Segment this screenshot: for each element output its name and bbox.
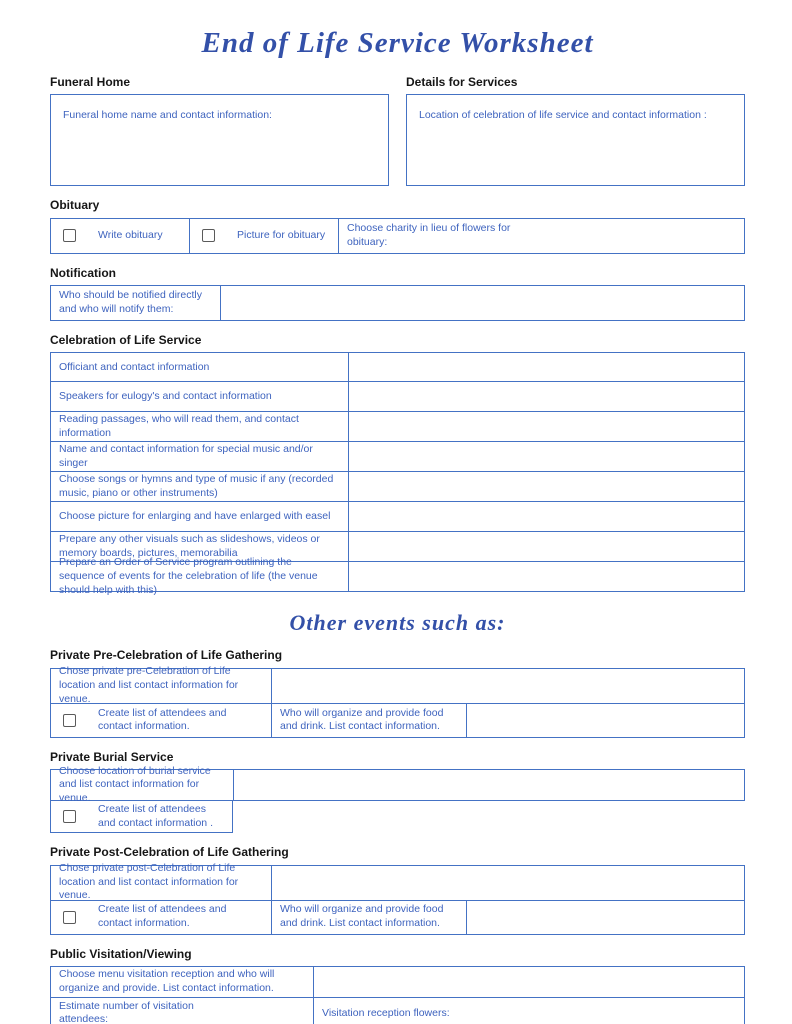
pre-location-label-cell xyxy=(51,665,272,705)
post-food-label: Who will organize and provide food and drink. List contact information. xyxy=(280,903,444,930)
post-location-label: Chose private post-Celebration of Life location and list contact information for venue. xyxy=(59,862,239,902)
visitation-menu-label-cell xyxy=(51,967,314,997)
celebration-row-field[interactable] xyxy=(349,472,744,501)
table-row xyxy=(50,556,745,596)
celebration-row-field[interactable] xyxy=(349,502,744,531)
celebration-row-label-cell xyxy=(51,472,349,501)
visitation-attendees-cell xyxy=(51,998,314,1024)
service-location-label: Location of celebration of life service and contact information : xyxy=(419,109,707,122)
post-gathering-location-row xyxy=(50,862,745,902)
celebration-row-field[interactable] xyxy=(349,412,744,441)
obituary-header: Obituary xyxy=(50,198,100,213)
celebration-row-field[interactable] xyxy=(349,353,744,381)
other-events-heading: Other events such as: xyxy=(289,610,506,636)
post-attendees-cell xyxy=(51,901,272,934)
picture-obituary-cell xyxy=(190,219,339,253)
post-location-field[interactable] xyxy=(272,866,744,900)
post-attendees-label: Create list of attendees and contact information. xyxy=(98,903,227,930)
table-row xyxy=(50,352,745,382)
burial-location-row xyxy=(50,764,745,804)
post-food-field[interactable] xyxy=(467,901,744,934)
pre-food-label: Who will organize and provide food and drink. List contact information. xyxy=(280,706,444,733)
charity-field[interactable] xyxy=(339,219,744,253)
celebration-row-label: Speakers for eulogy's and contact information xyxy=(59,390,272,403)
celebration-row-label-cell xyxy=(51,353,349,381)
pre-attendees-checkbox[interactable] xyxy=(63,714,76,727)
post-gathering-table xyxy=(50,862,745,935)
pre-attendees-cell xyxy=(51,704,272,737)
burial-location-label: Choose location of burial service and list contact information for venue. xyxy=(59,764,211,804)
celebration-row-label: Prepare any other visuals such as slideshows, videos or memory boards, pictures, memorabilia xyxy=(59,533,320,559)
visitation-header: Public Visitation/Viewing xyxy=(50,946,192,961)
obituary-row xyxy=(50,218,745,254)
burial-location-field[interactable] xyxy=(234,770,744,800)
service-location-field[interactable] xyxy=(406,94,745,186)
notification-row xyxy=(50,285,745,321)
celebration-row-label: Officiant and contact information xyxy=(59,360,210,373)
celebration-row-label-cell xyxy=(51,556,349,596)
top-section xyxy=(50,75,745,186)
write-obituary-checkbox[interactable] xyxy=(63,229,76,242)
celebration-header: Celebration of Life Service xyxy=(50,332,202,347)
visitation-flowers-label: Visitation reception flowers: xyxy=(322,1006,450,1019)
post-food-label-cell xyxy=(272,901,467,934)
celebration-row-label-cell xyxy=(51,412,349,441)
celebration-row-label: Name and contact information for special music and/or singer xyxy=(59,443,313,469)
visitation-menu-label: Choose menu visitation reception and who will organize and provide. List contact information. xyxy=(59,968,275,994)
visitation-menu-row xyxy=(50,966,745,998)
pre-gathering-attendees-row xyxy=(50,704,745,738)
table-row xyxy=(50,412,745,442)
visitation-attendees-label: Estimate number of visitation attendees: xyxy=(59,999,194,1024)
funeral-home-field[interactable] xyxy=(50,94,389,186)
pre-location-label: Chose private pre-Celebration of Life location and list contact information for venue. xyxy=(59,665,239,705)
table-row xyxy=(50,472,745,502)
celebration-row-label-cell xyxy=(51,382,349,411)
burial-table xyxy=(50,764,745,833)
celebration-row-field[interactable] xyxy=(349,442,744,471)
burial-attendees-label: Create list of attendees and contact information . xyxy=(98,803,213,829)
burial-attendees-cell xyxy=(51,801,232,832)
funeral-home-header: Funeral Home xyxy=(50,74,131,89)
picture-obituary-label: Picture for obituary xyxy=(237,228,326,241)
burial-location-label-cell xyxy=(51,764,234,804)
pre-gathering-table xyxy=(50,665,745,738)
celebration-row-label: Choose songs or hymns and type of music if any (recorded music, piano or other instruments) xyxy=(59,473,334,499)
pre-food-field[interactable] xyxy=(467,704,744,737)
burial-attendees-row xyxy=(50,801,233,833)
notification-header: Notification xyxy=(50,265,116,280)
notify-who-label: Who should be notified directly and who will notify them: xyxy=(59,289,202,315)
visitation-table xyxy=(50,966,745,1024)
write-obituary-label: Write obituary xyxy=(98,228,163,241)
pre-gathering-header: Private Pre-Celebration of Life Gathering xyxy=(50,648,283,663)
burial-attendees-checkbox[interactable] xyxy=(63,810,76,823)
pre-gathering-location-row xyxy=(50,665,745,705)
celebration-table xyxy=(50,352,745,596)
details-for-services-section xyxy=(406,75,745,186)
table-row xyxy=(50,442,745,472)
celebration-row-label-cell xyxy=(51,442,349,471)
visitation-attendees-row xyxy=(50,998,745,1024)
celebration-row-field[interactable] xyxy=(349,562,744,591)
funeral-home-section xyxy=(50,75,389,186)
notify-who-cell xyxy=(51,286,221,320)
pre-location-field[interactable] xyxy=(272,669,744,703)
funeral-home-label: Funeral home name and contact information: xyxy=(63,109,272,122)
details-for-services-header: Details for Services xyxy=(406,74,518,89)
celebration-row-label: Choose picture for enlarging and have enlarged with easel xyxy=(59,510,331,523)
notify-who-field[interactable] xyxy=(221,286,744,320)
burial-header: Private Burial Service xyxy=(50,749,174,764)
post-gathering-header: Private Post-Celebration of Life Gathering xyxy=(50,845,289,860)
celebration-row-label-cell xyxy=(51,502,349,531)
pre-food-label-cell xyxy=(272,704,467,737)
post-attendees-checkbox[interactable] xyxy=(63,911,76,924)
post-gathering-attendees-row xyxy=(50,901,745,935)
write-obituary-cell xyxy=(51,219,190,253)
picture-obituary-checkbox[interactable] xyxy=(202,229,215,242)
visitation-flowers-field[interactable] xyxy=(314,998,744,1024)
visitation-menu-field[interactable] xyxy=(314,967,744,997)
page-title: End of Life Service Worksheet xyxy=(201,27,594,59)
celebration-row-field[interactable] xyxy=(349,382,744,411)
celebration-row-label: Prepare an Order of Service program outlining the sequence of events for the celebration of life (the venue should help with this) xyxy=(59,556,318,596)
table-row xyxy=(50,502,745,532)
celebration-row-field[interactable] xyxy=(349,532,744,561)
table-row xyxy=(50,382,745,412)
post-location-label-cell xyxy=(51,862,272,902)
pre-attendees-label: Create list of attendees and contact information. xyxy=(98,706,227,733)
charity-label: Choose charity in lieu of flowers for obituary: xyxy=(347,221,511,248)
celebration-row-label: Reading passages, who will read them, and contact information xyxy=(59,413,299,439)
